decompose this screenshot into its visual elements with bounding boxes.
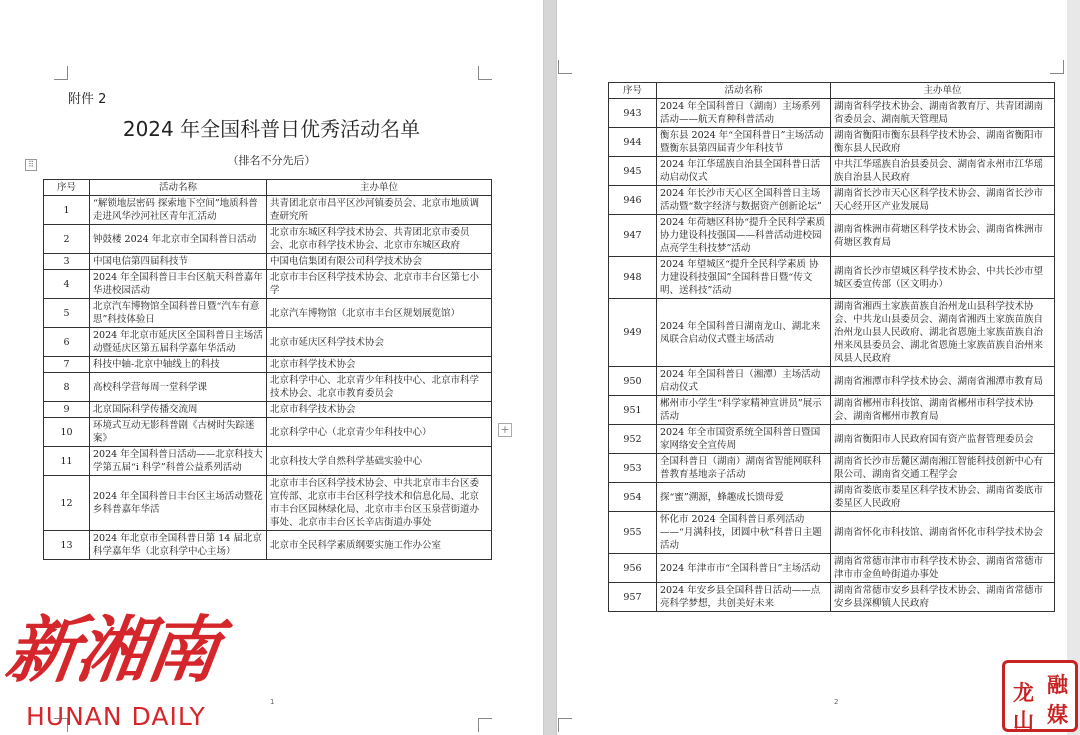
crop-mark (1050, 60, 1064, 74)
organizer: 北京汽车博物馆（北京市丰台区规划展览馆） (267, 299, 492, 328)
organizer: 湖南省衡阳市衡东县科学技术协会、湖南省衡阳市衡东县人民政府 (831, 128, 1055, 157)
crop-mark (558, 718, 572, 732)
row-number: 6 (44, 328, 90, 357)
row-number: 943 (609, 99, 657, 128)
organizer: 北京市丰台区科学技术协会、中共北京市丰台区委宣传部、北京市丰台区科学技术和信息化局、北京市丰台区园林绿化局、北京市丰台区玉泉营街道办事处、北京市丰台区长辛店街道办事处 (267, 476, 492, 531)
column-header: 序号 (44, 180, 90, 196)
activity-name: 2024 年全市国资系统全国科普日暨国家网络安全宣传周 (657, 425, 831, 454)
table-row (44, 299, 492, 328)
column-header: 活动名称 (657, 83, 831, 99)
column-header: 序号 (609, 83, 657, 99)
organizer: 北京市东城区科学技术协会、共青团北京市委员会、北京市科学技术协会、北京市东城区政府 (267, 225, 492, 254)
document-subtitle: （排名不分先后） (227, 154, 316, 167)
organizer: 北京科学中心、北京青少年科技中心、北京市科学技术协会、北京市教育委员会 (267, 373, 492, 402)
table-row (44, 447, 492, 476)
crop-mark (54, 66, 68, 80)
page-number: 1 (270, 698, 275, 706)
activity-name: 钟鼓楼 2024 年北京市全国科普日活动 (90, 225, 267, 254)
table-row (44, 225, 492, 254)
activity-name: 中国电信第四届科技节 (90, 254, 267, 270)
organizer: 湖南省衡阳市人民政府国有资产监督管理委员会 (831, 425, 1055, 454)
activity-name: 怀化市 2024 全国科普日系列活动——“月满科技，团圆中秋”科普日主题活动 (657, 512, 831, 554)
table-row (609, 554, 1055, 583)
row-number: 956 (609, 554, 657, 583)
crop-mark (478, 718, 492, 732)
stamp-char: 山 (1013, 708, 1034, 733)
table-row (609, 425, 1055, 454)
row-number: 5 (44, 299, 90, 328)
table-row (609, 483, 1055, 512)
activity-name: 高校科学营每周一堂科学课 (90, 373, 267, 402)
activity-table-page2 (608, 82, 1055, 612)
organizer: 湖南省长沙市望城区科学技术协会、中共长沙市望城区委宣传部（区文明办） (831, 257, 1055, 299)
organizer: 中共江华瑶族自治县委员会、湖南省永州市江华瑶族自治县人民政府 (831, 157, 1055, 186)
row-number: 2 (44, 225, 90, 254)
organizer: 北京市全民科学素质纲要实施工作办公室 (267, 531, 492, 560)
organizer: 北京科技大学自然科学基础实验中心 (267, 447, 492, 476)
organizer: 北京市科学技术协会 (267, 357, 492, 373)
row-number: 12 (44, 476, 90, 531)
row-number: 946 (609, 186, 657, 215)
row-number: 945 (609, 157, 657, 186)
organizer: 湖南省常德市津市市科学技术协会、湖南省常德市津市市金鱼岭街道办事处 (831, 554, 1055, 583)
table-row (44, 270, 492, 299)
activity-name: “解锁地层密码 探索地下空间”地质科普走进风华沙河社区青年汇活动 (90, 196, 267, 225)
table-row (609, 186, 1055, 215)
row-number: 952 (609, 425, 657, 454)
hunan-daily-logo-text: HUNAN DAILY (26, 702, 206, 731)
column-header: 主办单位 (267, 180, 492, 196)
activity-name: 北京汽车博物馆全国科普日暨“汽车有意思”科技体验日 (90, 299, 267, 328)
page-gap (543, 0, 557, 735)
column-header: 主办单位 (831, 83, 1055, 99)
organizer: 湖南省娄底市娄星区科学技术协会、湖南省娄底市娄星区人民政府 (831, 483, 1055, 512)
activity-name: 全国科普日（湖南）湖南省智能网联科普教育基地亲子活动 (657, 454, 831, 483)
row-number: 955 (609, 512, 657, 554)
organizer: 共青团北京市昌平区沙河镇委员会、北京市地质调查研究所 (267, 196, 492, 225)
table-row (44, 476, 492, 531)
row-number: 7 (44, 357, 90, 373)
row-number: 8 (44, 373, 90, 402)
document-title: 2024 年全国科普日优秀活动名单 (122, 117, 421, 141)
table-move-handle-icon[interactable]: ⠿ (25, 159, 37, 171)
stamp-char: 龙 (1013, 680, 1034, 705)
row-number: 951 (609, 396, 657, 425)
row-number: 950 (609, 367, 657, 396)
organizer: 湖南省湘西土家族苗族自治州龙山县科学技术协会、中共龙山县委员会、湖南省湘西土家族苗族自治州龙山县人民政府、湖北省恩施土家族苗族自治州来凤县委员会、湖北省恩施土家族苗族自治州来凤县人民政府 (831, 299, 1055, 367)
table-row (609, 367, 1055, 396)
organizer: 中国电信集团有限公司科学技术协会 (267, 254, 492, 270)
activity-name: 2024 年全国科普日（湖南）主场系列活动——航天育种科普活动 (657, 99, 831, 128)
activity-name: 2024 年全国科普日丰台区航天科普嘉年华进校园活动 (90, 270, 267, 299)
activity-name: 2024 年北京市全国科普日第 14 届北京科学嘉年华（北京科学中心主场） (90, 531, 267, 560)
row-number: 949 (609, 299, 657, 367)
activity-name: 2024 年津市市“全国科普日”主场活动 (657, 554, 831, 583)
stamp-char: 融 (1047, 672, 1068, 697)
crop-mark (558, 60, 572, 74)
table-row (44, 418, 492, 447)
activity-name: 2024 年荷塘区科协“提升全民科学素质 协力建设科技强国——科普活动进校园 点亮学生科技梦”活动 (657, 215, 831, 257)
table-row (609, 128, 1055, 157)
table-row (44, 357, 492, 373)
organizer: 北京科学中心（北京青少年科技中心） (267, 418, 492, 447)
activity-name: 2024 年望城区“提升全民科学素质 协力建设科技强国”全国科普日暨“传文明、送科技”活动 (657, 257, 831, 299)
organizer: 北京市延庆区科学技术协会 (267, 328, 492, 357)
activity-name: 2024 年全国科普日湖南龙山、湖北来凤联合启动仪式暨主场活动 (657, 299, 831, 367)
row-number: 948 (609, 257, 657, 299)
activity-name: 郴州市小学生“科学家精神宣讲员”展示活动 (657, 396, 831, 425)
hunan-daily-logo: 新湘南 (1, 607, 224, 692)
activity-name: 科技中轴-北京中轴线上的科技 (90, 357, 267, 373)
row-number: 11 (44, 447, 90, 476)
table-row (609, 454, 1055, 483)
column-header: 活动名称 (90, 180, 267, 196)
organizer: 湖南省湘潭市科学技术协会、湖南省湘潭市教育局 (831, 367, 1055, 396)
row-number: 1 (44, 196, 90, 225)
organizer: 湖南省科学技术协会、湖南省教育厅、共青团湖南省委员会、湖南航天管理局 (831, 99, 1055, 128)
table-row (609, 299, 1055, 367)
table-row (44, 402, 492, 418)
organizer: 湖南省株洲市荷塘区科学技术协会、湖南省株洲市荷塘区教育局 (831, 215, 1055, 257)
stamp-char: 媒 (1047, 702, 1068, 727)
row-number: 9 (44, 402, 90, 418)
row-number: 10 (44, 418, 90, 447)
add-column-icon[interactable]: + (498, 423, 512, 437)
activity-name: 衡东县 2024 年“全国科普日”主场活动暨衡东县第四届青少年科技节 (657, 128, 831, 157)
organizer: 北京市科学技术协会 (267, 402, 492, 418)
activity-name: 2024 年长沙市天心区全国科普日主场活动暨“数字经济与数据资产创新论坛” (657, 186, 831, 215)
activity-table-page1 (43, 179, 492, 560)
row-number: 957 (609, 583, 657, 612)
table-row (609, 583, 1055, 612)
table-row (44, 328, 492, 357)
activity-name: 探“蜜”溯源，蜂趣成长馈母爱 (657, 483, 831, 512)
crop-mark (478, 66, 492, 80)
document-page-2 (557, 0, 1067, 735)
organizer: 北京市丰台区科学技术协会、北京市丰台区第七小学 (267, 270, 492, 299)
activity-name: 2024 年全国科普日丰台区主场活动暨花乡科普嘉年华活 (90, 476, 267, 531)
activity-name: 2024 年江华瑶族自治县全国科普日活动启动仪式 (657, 157, 831, 186)
attachment-label: 附件 2 (68, 92, 107, 107)
activity-name: 2024 年安乡县全国科普日活动——点亮科学梦想，共创美好未来 (657, 583, 831, 612)
table-row (44, 254, 492, 270)
organizer: 湖南省长沙市天心区科学技术协会、湖南省长沙市天心经开区产业发展局 (831, 186, 1055, 215)
activity-name: 2024 年北京市延庆区全国科普日主场活动暨延庆区第五届科学嘉年华活动 (90, 328, 267, 357)
row-number: 3 (44, 254, 90, 270)
row-number: 953 (609, 454, 657, 483)
rongmei-longshan-stamp-icon (1002, 660, 1078, 732)
table-row (609, 215, 1055, 257)
table-row (44, 373, 492, 402)
organizer: 湖南省郴州市科技馆、湖南省郴州市科学技术协会、湖南省郴州市教育局 (831, 396, 1055, 425)
activity-name: 2024 年全国科普日活动——北京科技大学第五届“i 科学”科普公益系列活动 (90, 447, 267, 476)
activity-name: 北京国际科学传播交流周 (90, 402, 267, 418)
row-number: 4 (44, 270, 90, 299)
row-number: 954 (609, 483, 657, 512)
row-number: 944 (609, 128, 657, 157)
table-row (44, 531, 492, 560)
table-row (609, 512, 1055, 554)
table-row (609, 157, 1055, 186)
table-row (609, 99, 1055, 128)
row-number: 947 (609, 215, 657, 257)
table-row (609, 257, 1055, 299)
table-row (609, 396, 1055, 425)
organizer: 湖南省怀化市科技馆、湖南省怀化市科学技术协会 (831, 512, 1055, 554)
row-number: 13 (44, 531, 90, 560)
activity-name: 环境式互动无影科普剧《古树时失踪迷案》 (90, 418, 267, 447)
organizer: 湖南省长沙市岳麓区湖南湘江智能科技创新中心有限公司、湖南省交通工程学会 (831, 454, 1055, 483)
organizer: 湖南省常德市安乡县科学技术协会、湖南省常德市安乡县深柳镇人民政府 (831, 583, 1055, 612)
activity-name: 2024 年全国科普日（湘潭）主场活动启动仪式 (657, 367, 831, 396)
page-number: 2 (834, 698, 839, 706)
table-row (44, 196, 492, 225)
